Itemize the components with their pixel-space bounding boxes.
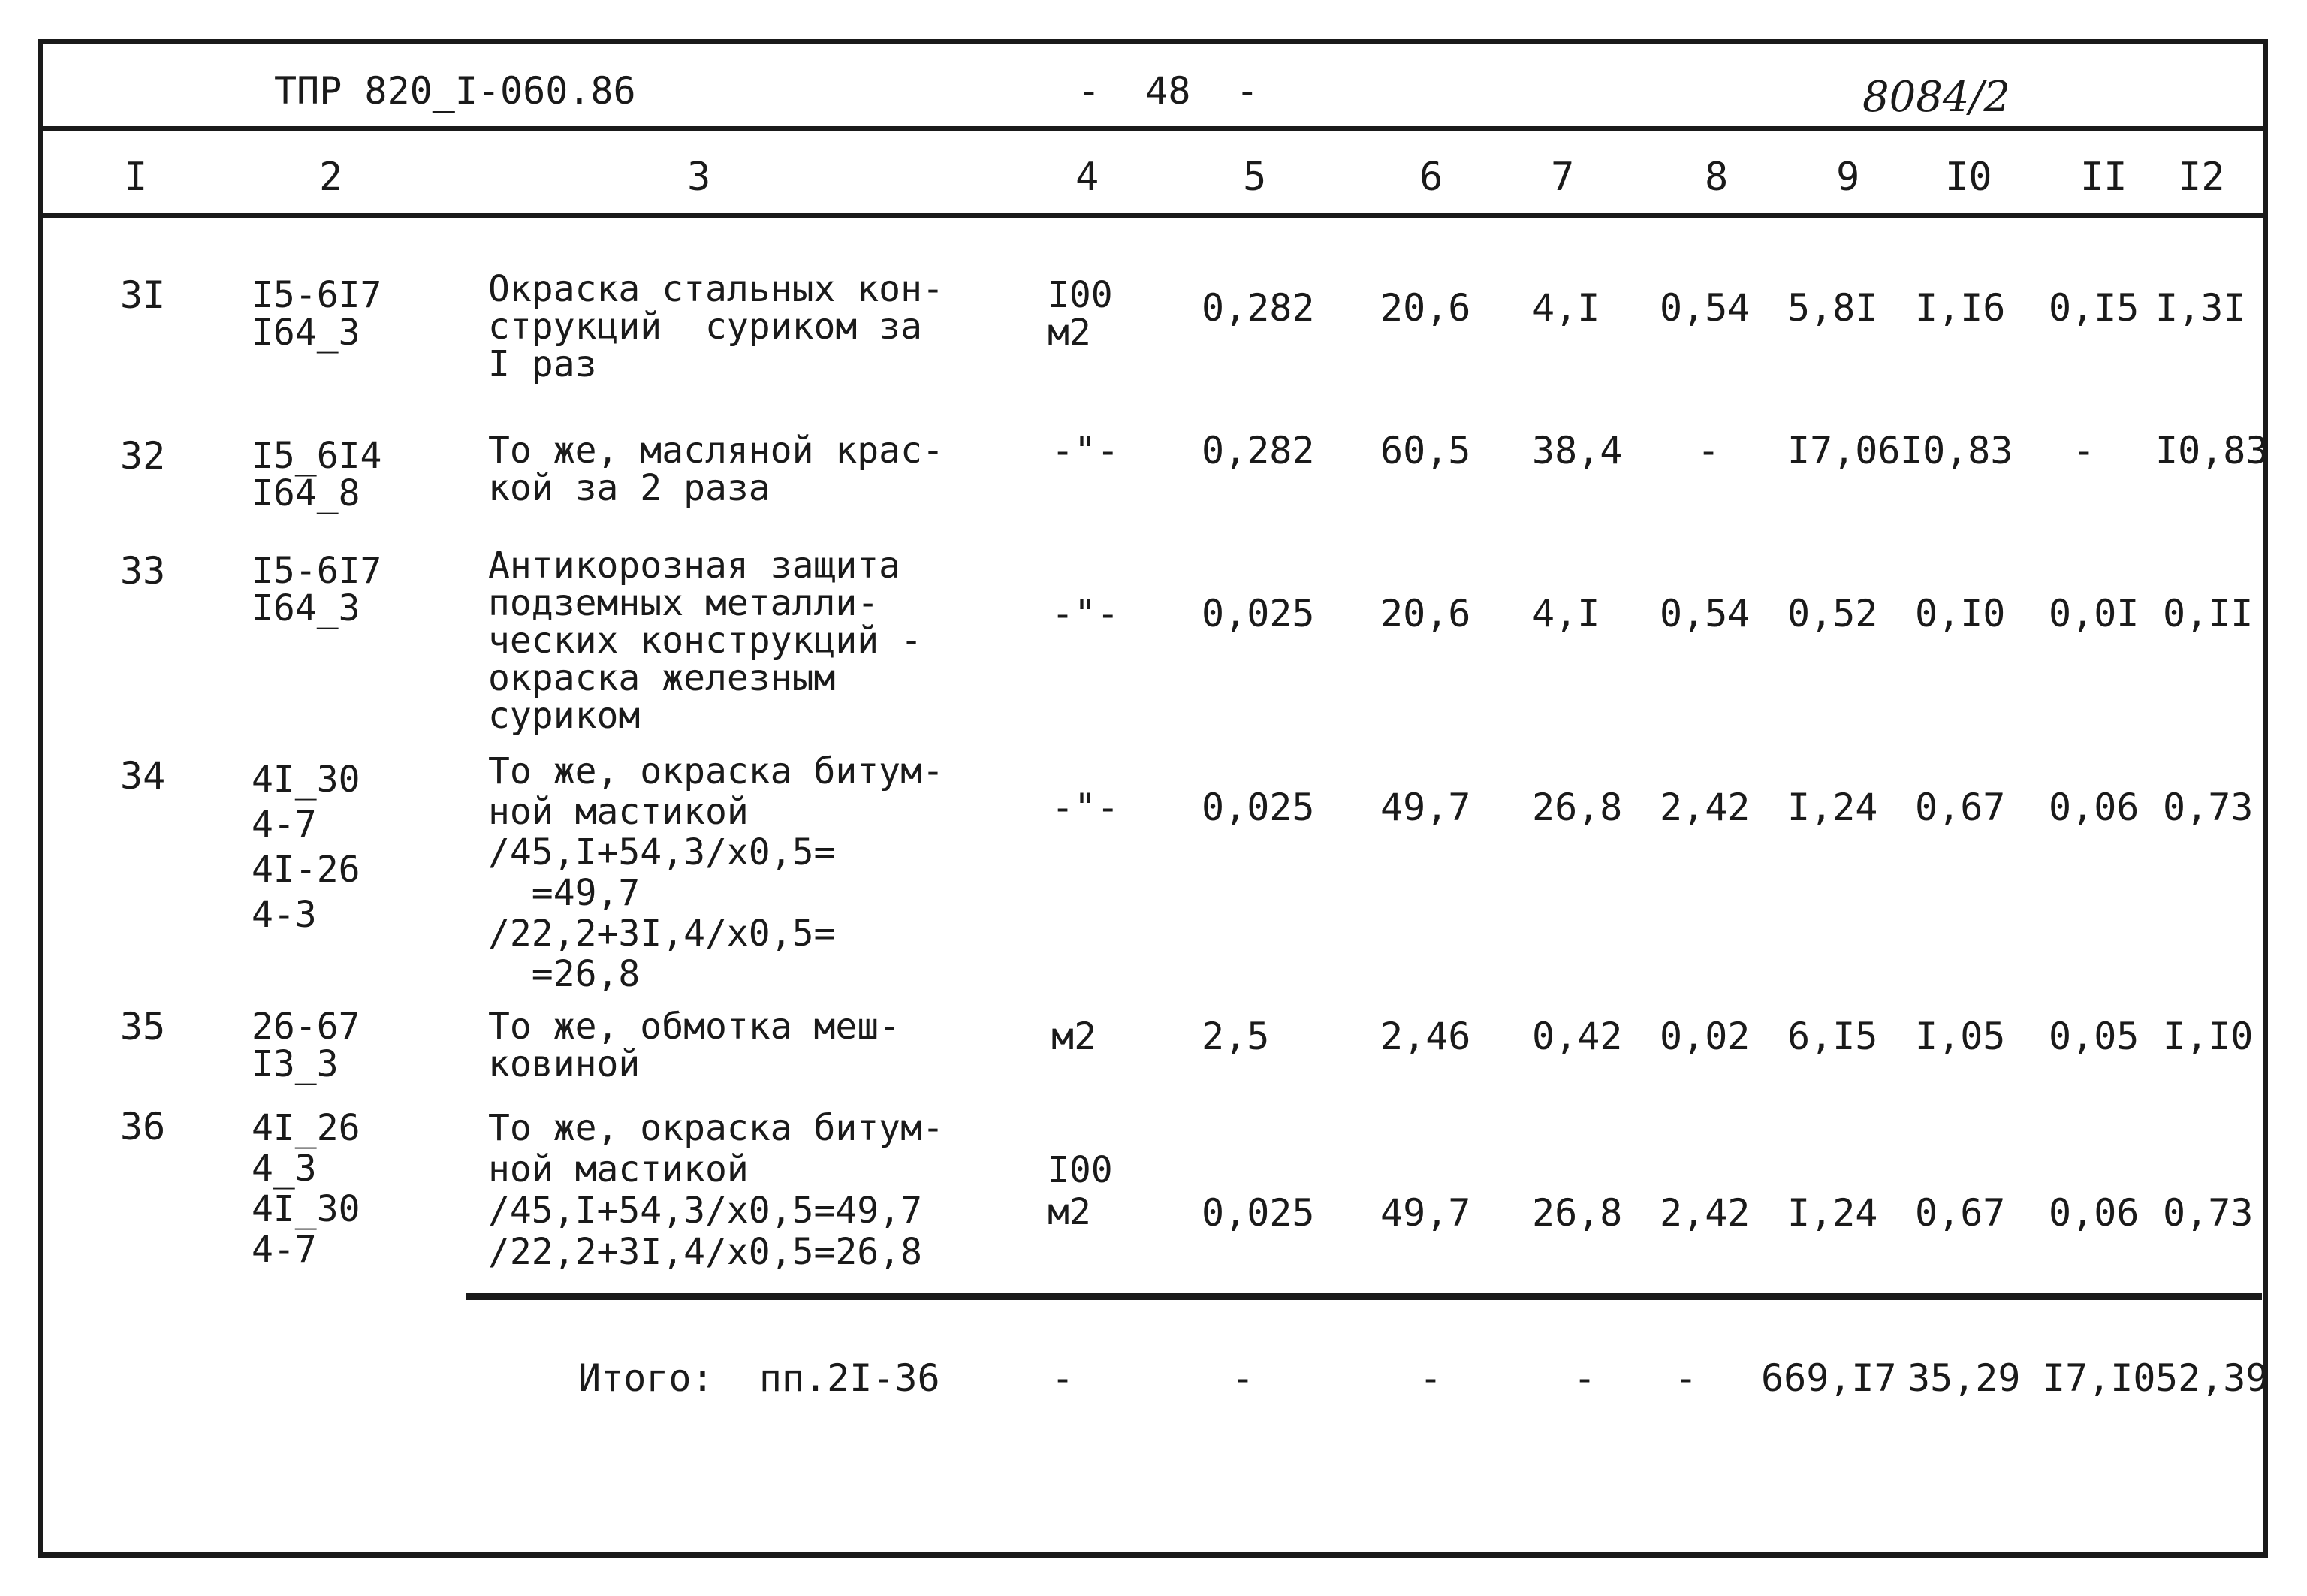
sheet-code: 8084/2 (1862, 73, 2011, 122)
cell-col8: 2,42 (1660, 1191, 1751, 1235)
cell-col8: 0,54 (1660, 286, 1751, 330)
total-col7: - (1573, 1356, 1597, 1400)
page-number: - 48 - (1078, 69, 1259, 113)
cell-col11: 0,05 (2049, 1015, 2140, 1058)
cell-col10: 0,I0 (1915, 592, 2006, 635)
row-number: 35 (120, 1005, 166, 1048)
norm-code: I5_6I4 I64_8 (252, 435, 382, 514)
column-header-8: 8 (1705, 155, 1729, 200)
cell-col9: I,24 (1787, 786, 1878, 829)
column-header-11: II (2080, 155, 2128, 200)
row-number: 32 (120, 434, 166, 478)
cell-col10: I,05 (1915, 1015, 2006, 1058)
cell-col8: - (1697, 429, 1720, 472)
norm-code: 4I_30 4-7 4I-26 4-3 (252, 759, 360, 936)
cell-col11: 0,0I (2049, 592, 2140, 635)
norm-code: 4I_26 4_3 4I_30 4-7 (252, 1107, 360, 1271)
cell-col7: 26,8 (1532, 1191, 1623, 1235)
cell-col9: 5,8I (1787, 286, 1878, 330)
cell-col5: 0,282 (1202, 286, 1315, 330)
unit: м2 (1051, 1015, 1097, 1058)
cell-col8: 2,42 (1660, 786, 1751, 829)
norm-code: I5-6I7 I64_3 (252, 550, 382, 629)
cell-col7: 26,8 (1532, 786, 1623, 829)
cell-col9: 0,52 (1787, 592, 1878, 635)
cell-col5: 0,025 (1202, 1191, 1315, 1235)
work-description: Окраска стальных кон- струкций суриком за I раз (488, 268, 944, 385)
total-label: Итого: пп.2I-36 (578, 1356, 940, 1400)
cell-col11: 0,I5 (2049, 286, 2140, 330)
total-divider (466, 1293, 2262, 1300)
norm-code: 26-67 I3_3 (252, 1006, 360, 1085)
row-number: 36 (120, 1105, 166, 1148)
column-header-1: I (124, 155, 148, 200)
unit: -"- (1051, 592, 1120, 635)
cell-col6: 49,7 (1380, 1191, 1471, 1235)
unit: -"- (1051, 786, 1120, 829)
document-code: ТПР 820_I-060.86 (274, 69, 636, 113)
total-col8: - (1675, 1356, 1698, 1400)
work-description: То же, масляной крас- кой за 2 раза (488, 430, 944, 509)
column-header-5: 5 (1243, 155, 1267, 200)
total-col11: I7,I0 (2043, 1356, 2156, 1400)
cell-col11: 0,06 (2049, 1191, 2140, 1235)
column-header-2: 2 (319, 155, 343, 200)
cell-col7: 0,42 (1532, 1015, 1623, 1058)
cell-col5: 0,025 (1202, 786, 1315, 829)
cell-col11: - (2073, 429, 2096, 472)
row-number: 34 (120, 754, 166, 798)
unit: I00 м2 (1048, 274, 1113, 354)
cell-col12: 0,73 (2163, 1191, 2254, 1235)
row-number: 33 (120, 549, 166, 593)
cell-col8: 0,54 (1660, 592, 1751, 635)
cell-col10: 0,67 (1915, 1191, 2006, 1235)
header-divider (38, 126, 2268, 131)
cell-col11: 0,06 (2049, 786, 2140, 829)
cell-col6: 20,6 (1380, 286, 1471, 330)
cell-col7: 4,I (1532, 286, 1600, 330)
work-description: Антикорозная защита подземных металли- ческих конструкций - окраска железным суриком (488, 545, 922, 737)
cell-col9: I7,06 (1787, 429, 1901, 472)
cell-col7: 4,I (1532, 592, 1600, 635)
unit: -"- (1051, 429, 1120, 472)
column-header-10: I0 (1945, 155, 1992, 200)
work-description: То же, обмотка меш- ковиной (488, 1006, 901, 1085)
row-number: 3I (120, 273, 166, 317)
cell-col6: 49,7 (1380, 786, 1471, 829)
cell-col7: 38,4 (1532, 429, 1623, 472)
cell-col6: 2,46 (1380, 1015, 1471, 1058)
total-col6: - (1419, 1356, 1443, 1400)
cell-col12: I,I0 (2163, 1015, 2254, 1058)
unit: I00 м2 (1048, 1149, 1113, 1233)
total-col9: 669,I7 (1761, 1356, 1897, 1400)
column-header-9: 9 (1836, 155, 1860, 200)
cell-col12: I0,83 (2155, 429, 2269, 472)
norm-code: I5-6I7 I64_3 (252, 274, 382, 354)
cell-col6: 20,6 (1380, 592, 1471, 635)
cell-col5: 2,5 (1202, 1015, 1270, 1058)
work-description: То же, окраска битум- ной мастикой /45,I+54,3/x0,5= =49,7 /22,2+3I,4/x0,5= =26,8 (488, 750, 944, 995)
cell-col10: I0,83 (1900, 429, 2013, 472)
work-description: То же, окраска битум- ной мастикой /45,I+54,3/x0,5=49,7 /22,2+3I,4/x0,5=26,8 (488, 1107, 944, 1273)
total-col4: - (1051, 1356, 1075, 1400)
cell-col6: 60,5 (1380, 429, 1471, 472)
cell-col9: 6,I5 (1787, 1015, 1878, 1058)
cell-col12: I,3I (2155, 286, 2246, 330)
total-col5: - (1232, 1356, 1255, 1400)
column-header-4: 4 (1075, 155, 1099, 200)
total-col10: 35,29 (1907, 1356, 2021, 1400)
cell-col12: 0,II (2163, 592, 2254, 635)
cell-col9: I,24 (1787, 1191, 1878, 1235)
cell-col8: 0,02 (1660, 1015, 1751, 1058)
cell-col10: I,I6 (1915, 286, 2006, 330)
cell-col12: 0,73 (2163, 786, 2254, 829)
column-header-3: 3 (687, 155, 711, 200)
cell-col5: 0,282 (1202, 429, 1315, 472)
column-header-divider (38, 213, 2268, 218)
column-header-12: I2 (2178, 155, 2225, 200)
cell-col10: 0,67 (1915, 786, 2006, 829)
total-col12: 52,39 (2155, 1356, 2269, 1400)
column-header-6: 6 (1419, 155, 1443, 200)
column-header-7: 7 (1551, 155, 1575, 200)
cell-col5: 0,025 (1202, 592, 1315, 635)
